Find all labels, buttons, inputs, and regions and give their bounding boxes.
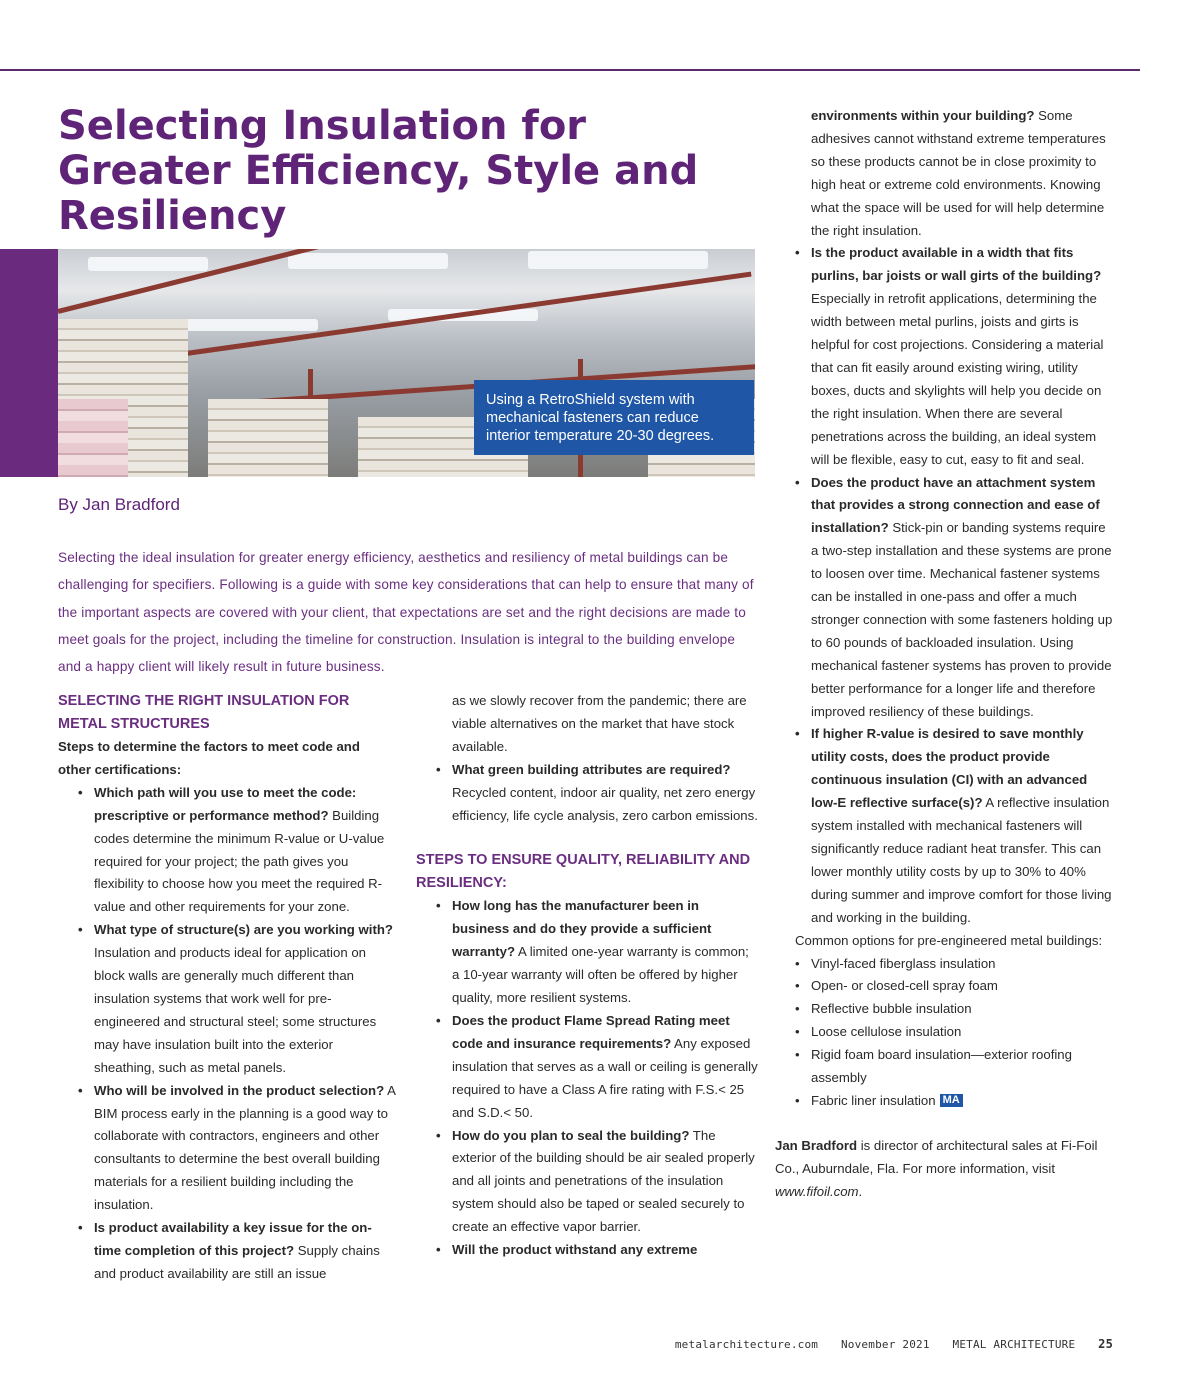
- footer-magazine: METAL ARCHITECTURE: [952, 1338, 1076, 1351]
- list-item: [416, 1239, 758, 1262]
- article-title: Selecting Insulation for Greater Efficiency, Style and Resiliency: [58, 103, 699, 239]
- criteria-list: [416, 759, 758, 828]
- question-text: How long has the manufacturer been in business and do they provide a sufficient warranty?: [452, 898, 712, 960]
- option-item: • Vinyl-faced fiberglass insulation: [775, 953, 1115, 976]
- end-mark-logo: MA: [940, 1094, 963, 1107]
- answer-text: The exterior of the building should be air sealed properly and all joints and penetrations of the insulation system should also be taped or sealed securely to create an effective vapor barrier.: [452, 1127, 755, 1235]
- skylight: [178, 319, 318, 331]
- option-item: • Open- or closed-cell spray foam: [775, 975, 1115, 998]
- list-item: [58, 1080, 396, 1217]
- skylight: [288, 253, 448, 269]
- question-text: environments within your building?: [811, 108, 1035, 123]
- list-item: [58, 1217, 396, 1286]
- answer-text: Insulation and products ideal for application on block walls are generally much different than insulation systems that work well for pre-engineered and structural steel; some structures may have insulation built into the exterior sheathing, such as metal panels.: [94, 945, 377, 1075]
- question-text: Will the product withstand any extreme: [452, 1242, 698, 1258]
- bio-text: is director of architectural sales at Fi-Foil Co., Auburndale, Fla. For more information, visit: [775, 1137, 1098, 1176]
- author-bio: [775, 1135, 1115, 1204]
- list-item: [58, 919, 396, 1079]
- question-text: Does the product Flame Spread Rating meet code and insurance requirements?: [452, 1012, 730, 1051]
- section-heading: SELECTING THE RIGHT INSULATION FOR METAL STRUCTURES: [58, 693, 350, 732]
- answer-text: A reflective insulation system installed with mechanical fasteners will significantly reduce radiant heat transfer. This can lower monthly utility costs by up to 30% to 40% during summer and improve comfort for those living and working in the building.: [811, 795, 1112, 925]
- page-number: 25: [1098, 1337, 1113, 1351]
- column-2: [416, 690, 758, 1262]
- insulation-stack: [58, 399, 128, 477]
- footer-site: metalarchitecture.com: [674, 1338, 819, 1351]
- question-text: Does the product have an attachment system that provides a strong connection and ease of installation?: [811, 474, 1100, 536]
- question-text: What green building attributes are required?: [452, 761, 731, 777]
- question-text: What type of structure(s) are you working with?: [94, 922, 393, 938]
- answer-text: Supply chains and product availability are still an issue: [94, 1242, 380, 1281]
- question-text: Is the product available in a width that fits purlins, bar joists or wall girts of the building?: [811, 245, 1102, 284]
- list-item: [775, 242, 1115, 471]
- top-rule: [0, 69, 1140, 71]
- answer-text: Any exposed insulation that serves as a wall or ceiling is generally required to have a Class A fire rating with F.S.< 25 and S.D.< 50.: [452, 1035, 758, 1120]
- skylight: [528, 251, 708, 269]
- options-list: [775, 953, 1115, 1113]
- insulation-stack: [208, 399, 328, 477]
- answer-text: Recycled content, indoor air quality, net zero energy efficiency, life cycle analysis, zero carbon emissions.: [452, 784, 758, 823]
- question-text: Who will be involved in the product selection?: [94, 1082, 385, 1098]
- answer-text: A BIM process early in the planning is a good way to collaborate with contractors, engineers and other consultants to determine the best overall building materials for a resilient building including the insulation.: [94, 1082, 396, 1213]
- column-3: [775, 105, 1115, 1204]
- column-1: [58, 690, 396, 1286]
- accent-bar: [0, 249, 58, 477]
- list-item: [416, 1125, 758, 1240]
- bio-end: .: [858, 1183, 863, 1199]
- continuation-text: [775, 105, 1115, 242]
- question-text: If higher R-value is desired to save monthly utility costs, does the product provide continuous insulation (CI) with an advanced low-E reflective surface(s)?: [811, 726, 1088, 811]
- answer-text: A limited one-year warranty is common; a 10-year warranty will often be offered by higher quality, more resilient systems.: [452, 944, 749, 1006]
- intro-paragraph: Selecting the ideal insulation for greater energy efficiency, aesthetics and resiliency of metal buildings can be challenging for specifiers. Following is a guide with some key considerations that can help to ensure that many of the important aspects are covered with your client, that expectations are set and the right decisions are made to meet goals for the project, including the timeline for construction. Insulation is integral to the building envelope and a happy client will likely result in future business.: [58, 550, 754, 675]
- option-item: [775, 1090, 1115, 1113]
- answer-text: Building codes determine the minimum R-value or U-value required for your project; the path gives you flexibility to choose how you meet the required R-value and other requirements for your zone.: [94, 807, 385, 915]
- list-item: [416, 759, 758, 828]
- question-text: Which path will you use to meet the code: prescriptive or performance method?: [94, 784, 357, 823]
- answer-text: Some adhesives cannot withstand extreme temperatures so these products cannot be in close proximity to high heat or extreme cold environments. Knowing what the space will be used for will help determine the right insulation.: [811, 108, 1106, 238]
- question-text: Is product availability a key issue for the on-time completion of this project?: [94, 1220, 372, 1258]
- option-text: Fabric liner insulation: [811, 1092, 936, 1108]
- photo-caption: Using a RetroShield system with mechanical fasteners can reduce interior temperature 20-30 degrees.: [474, 380, 754, 455]
- criteria-list: [58, 782, 396, 1286]
- criteria-list: [416, 895, 758, 1262]
- list-item: [58, 782, 396, 919]
- option-item: • Rigid foam board insulation—exterior roofing assembly: [775, 1044, 1115, 1090]
- list-item: [775, 723, 1115, 929]
- option-item: • Reflective bubble insulation: [775, 998, 1115, 1021]
- list-item: [416, 1010, 758, 1125]
- question-text: How do you plan to seal the building?: [452, 1127, 690, 1143]
- byline: By Jan Bradford: [58, 495, 180, 514]
- continuation-text: as we slowly recover from the pandemic; there are viable alternatives on the market that have stock available.: [452, 693, 747, 754]
- list-item: [416, 895, 758, 1010]
- section-heading: STEPS TO ENSURE QUALITY, RELIABILITY AND RESILIENCY:: [416, 852, 751, 892]
- footer-issue: November 2021: [840, 1338, 930, 1351]
- options-intro: Common options for pre-engineered metal buildings:: [795, 932, 1103, 948]
- criteria-list: [775, 242, 1115, 929]
- author-name: Jan Bradford: [775, 1137, 858, 1153]
- option-item: • Loose cellulose insulation: [775, 1021, 1115, 1044]
- answer-text: Especially in retrofit applications, determining the width between metal purlins, joists and girts is helpful for cost projections. Considering a material that can fit easily around existing wiring, utility boxes, ducts and skylights will help you decide on the right insulation. When there are several penetrations across the building, an ideal system will be flexible, easy to cut, easy to fit and seal.: [811, 291, 1104, 467]
- list-item: [775, 472, 1115, 724]
- answer-text: Stick-pin or banding systems require a two-step installation and these systems are prone to loosen over time. Mechanical fastener systems can be installed in one-pass and offer a much stronger connection with some fasteners holding up to 60 pounds of backloaded insulation. Using mechanical fastener systems has proven to provide better performance for a longer life and therefore improved resiliency of these buildings.: [811, 520, 1113, 719]
- section-lead: Steps to determine the factors to meet code and other certifications:: [58, 739, 360, 777]
- page-footer: [659, 1337, 1113, 1351]
- author-website-link[interactable]: www.fifoil.com: [775, 1183, 859, 1199]
- skylight: [88, 257, 208, 271]
